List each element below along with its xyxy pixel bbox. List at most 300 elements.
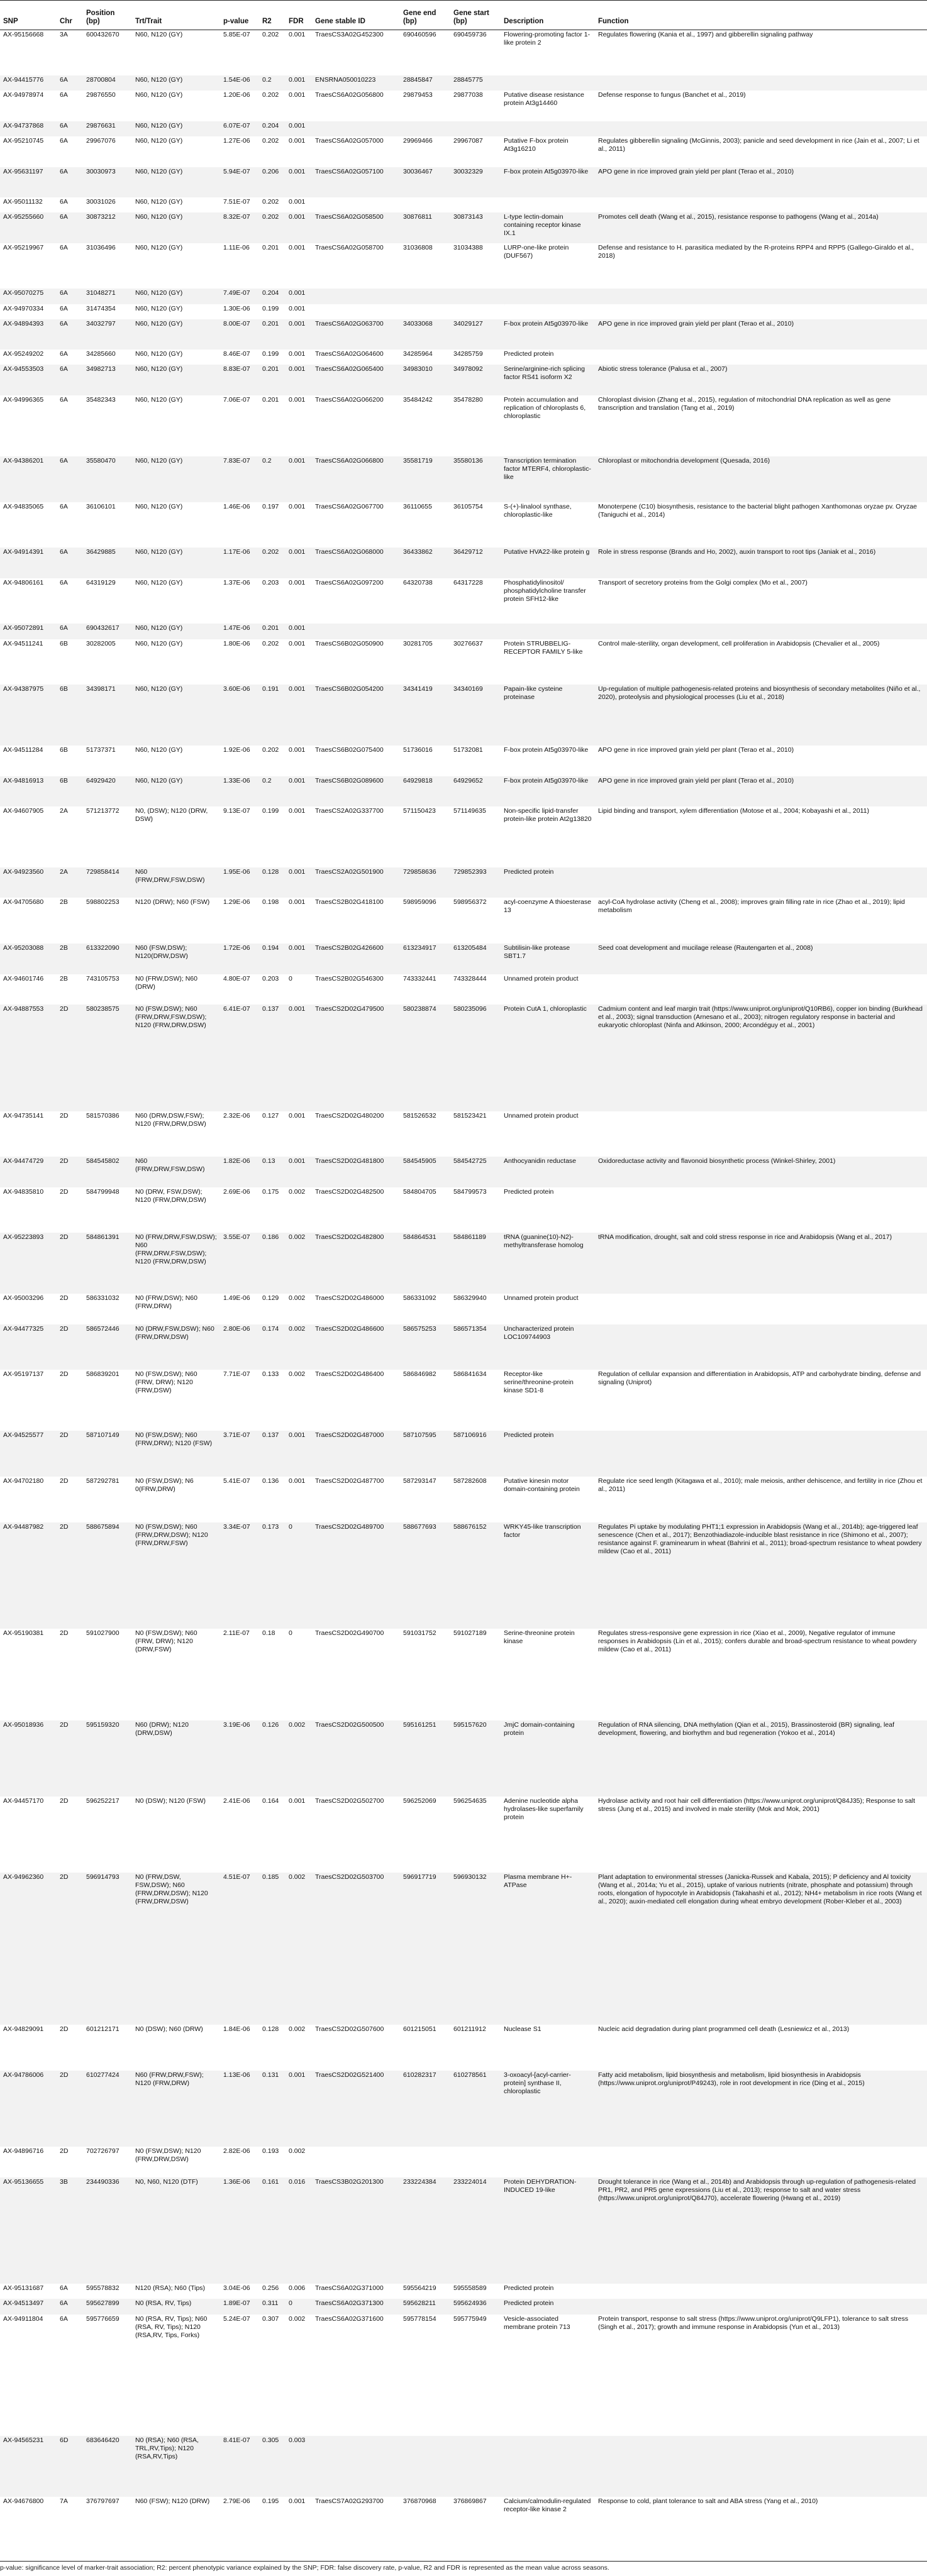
- gene-id-cell: TraesCS3A02G452300: [315, 31, 384, 38]
- function-cell: Monoterpene (C10) biosynthesis, resistance to the bacterial blight pathogen Xanthomonas oryzae pv. Oryzae (Taniguchi et al., 2014): [598, 502, 918, 519]
- position-cell: 586572446: [83, 1324, 132, 1370]
- gene-end-cell: 580238874: [400, 1005, 450, 1111]
- function-cell: Abiotic stress tolerance (Palusa et al., 2007): [595, 365, 927, 395]
- gene-end-cell: 35581719: [400, 456, 450, 502]
- trait-cell: N0 (DSW); N60 (DRW): [135, 2025, 203, 2034]
- function-cell: [595, 121, 927, 136]
- gene-start-cell: 690459736: [453, 31, 487, 38]
- snp-cell: AX-94474729: [0, 1157, 57, 1187]
- description-cell: L-type lectin-domain containing receptor kinase IX.1: [501, 212, 595, 243]
- p-value-cell: 5.85E-07: [223, 31, 250, 38]
- fdr-cell: 0.001: [286, 2071, 312, 2147]
- gene-start-cell: 586329940: [453, 1294, 487, 1302]
- r2-cell: 0.203: [262, 974, 279, 983]
- snp-cell: AX-94996365: [3, 395, 44, 404]
- column-header: SNP: [0, 1, 57, 30]
- fdr-cell: 0.001: [286, 1005, 312, 1111]
- table-row: [0, 304, 927, 319]
- chr-cell: 6A: [57, 212, 83, 243]
- snp-cell: AX-94786006: [0, 2071, 57, 2147]
- gene-start-cell: 598956372: [453, 898, 487, 906]
- gene-start-cell: 588676152: [450, 1522, 501, 1629]
- gene-start-cell: 29967087: [453, 137, 483, 145]
- snp-cell: AX-95131687: [3, 2284, 44, 2293]
- description-cell: Unnamed protein product: [504, 1111, 579, 1120]
- gene-id-cell: TraesCS6A02G065400: [312, 365, 400, 395]
- gene-id-cell: TraesCS2D02G486000: [315, 1294, 384, 1302]
- gene-start-cell: 30276637: [453, 639, 483, 647]
- chr-cell: 6A: [60, 578, 68, 586]
- p-value-cell: 3.19E-06: [220, 1720, 259, 1797]
- chr-cell: 6A: [57, 456, 83, 502]
- fdr-cell: 0.002: [286, 1873, 312, 2025]
- table-row: [0, 2284, 927, 2299]
- position-cell: 586331032: [86, 1294, 119, 1302]
- p-value-cell: 1.49E-06: [223, 1294, 250, 1302]
- snp-cell: AX-95011132: [3, 197, 43, 206]
- gene-end-cell: [400, 2436, 450, 2497]
- trait-cell: N0 (RSA); N60 (RSA, TRL,RV,Tips); N120 (RSA,RV,Tips): [132, 2436, 220, 2497]
- p-value-cell: 1.33E-06: [220, 776, 259, 806]
- gene-end-cell: [400, 289, 450, 304]
- gene-id-cell: [312, 624, 400, 639]
- gene-start-cell: 584542725: [450, 1157, 501, 1187]
- trait-cell: N60 (DRW); N120 (DRW,DSW): [132, 1720, 220, 1797]
- fdr-cell: 0.001: [289, 807, 306, 815]
- gene-start-cell: [450, 289, 501, 304]
- r2-cell: 0.127: [262, 1111, 279, 1120]
- trait-cell: N0 (FRW,DSW, FSW,DSW); N60 (FRW,DRW,DSW); N120 (FRW,DRW,DSW): [132, 1873, 220, 2025]
- gene-end-cell: 596252069: [403, 1797, 436, 1805]
- function-cell: [595, 350, 927, 365]
- gene-start-cell: 743328444: [453, 974, 487, 983]
- table-row: [0, 944, 927, 974]
- position-cell: 376797697: [86, 2497, 119, 2506]
- table-row: [0, 2436, 927, 2497]
- function-cell: Defense and resistance to H. parasitica mediated by the R-proteins RPP4 and RPP5 (Gallego-Giraldo et al., 2018): [598, 243, 914, 260]
- r2-cell: 0.201: [259, 365, 286, 395]
- p-value-cell: 8.00E-07: [220, 319, 259, 350]
- snp-cell: AX-95072891: [0, 624, 57, 639]
- gene-end-cell: 610282317: [400, 2071, 450, 2147]
- gene-end-cell: 729858636: [400, 867, 450, 898]
- function-cell: Up-regulation of multiple pathogenesis-related proteins and biosynthesis of secondary metabolites (Niño et al., 2020), proteolysis and physiological processes (Liu et al., 2018): [595, 685, 927, 746]
- trait-cell: N60, N120 (GY): [132, 456, 220, 502]
- chr-cell: 2D: [60, 1370, 69, 1379]
- trait-cell: N120 (DRW); N60 (FSW): [135, 898, 210, 906]
- gene-start-cell: [450, 624, 501, 639]
- r2-cell: 0.173: [259, 1522, 286, 1629]
- description-cell: F-box protein At5g03970-like: [501, 776, 595, 806]
- function-cell: APO gene in rice improved grain yield per plant (Terao et al., 2010): [595, 776, 927, 806]
- trait-cell: N60, N120 (GY): [132, 319, 220, 350]
- r2-cell: 0.2: [259, 776, 286, 806]
- chr-cell: 6A: [60, 502, 68, 510]
- description-cell: F-box protein At5g03970-like: [504, 746, 589, 754]
- p-value-cell: 1.82E-06: [220, 1157, 259, 1187]
- gene-start-cell: 35580136: [450, 456, 501, 502]
- chr-cell: 2D: [57, 1431, 83, 1477]
- p-value-cell: 8.46E-07: [223, 350, 250, 358]
- gene-end-cell: 601215051: [403, 2025, 436, 2034]
- description-cell: Protein DEHYDRATION-INDUCED 19-like: [501, 2177, 595, 2284]
- trait-cell: N60, N120 (GY): [135, 578, 183, 586]
- r2-cell: 0.202: [262, 746, 279, 754]
- chr-cell: 2D: [60, 2147, 69, 2155]
- function-cell: Regulates gibberellin signaling (McGinnis, 2003); panicle and seed development in rice (Jain et al., 2007; Li et al., 2011): [598, 137, 919, 153]
- gene-end-cell: 596917719: [400, 1873, 450, 2025]
- gene-end-cell: 584804705: [403, 1187, 436, 1196]
- trait-cell: N0 (RSA, RV, Tips); N60 (RSA, RV, Tips); N120 (RSA,RV, Tips, Forks): [135, 2315, 208, 2339]
- p-value-cell: 2.11E-07: [223, 1629, 250, 1638]
- chr-cell: 2D: [60, 1797, 69, 1805]
- chr-cell: 2D: [60, 1477, 69, 1485]
- chr-cell: 6B: [60, 746, 68, 754]
- column-header: Description: [501, 1, 595, 30]
- gene-end-cell: 34033068: [400, 319, 450, 350]
- position-cell: 35482343: [86, 395, 116, 404]
- trait-cell: N0, (DSW); N120 (DRW, DSW): [135, 807, 208, 823]
- snp-cell: AX-95003296: [3, 1294, 44, 1302]
- p-value-cell: 1.89E-07: [220, 2299, 259, 2314]
- chr-cell: 6A: [60, 2315, 68, 2323]
- snp-cell: AX-94978974: [3, 91, 44, 99]
- gene-id-cell: TraesCS2D02G503700: [312, 1873, 400, 2025]
- snp-cell: AX-94387975: [0, 685, 57, 746]
- r2-cell: 0.175: [262, 1187, 279, 1196]
- position-cell: 64929420: [83, 776, 132, 806]
- gene-end-cell: 587107595: [400, 1431, 450, 1477]
- snp-cell: AX-94676800: [3, 2497, 44, 2506]
- gene-id-cell: TraesCS6B02G054200: [312, 685, 400, 746]
- position-cell: 28700804: [83, 75, 132, 91]
- chr-cell: 2D: [57, 2071, 83, 2147]
- trait-cell: N120 (RSA); N60 (Tips): [135, 2284, 206, 2293]
- position-cell: 30030973: [83, 167, 132, 197]
- p-value-cell: 2.69E-06: [223, 1187, 250, 1196]
- gene-end-cell: 587293147: [403, 1477, 436, 1485]
- fdr-cell: 0.001: [289, 1477, 306, 1485]
- table-row: [0, 1720, 927, 1797]
- chr-cell: 2D: [60, 1629, 69, 1638]
- description-cell: Nuclease S1: [504, 2025, 541, 2034]
- p-value-cell: 6.07E-07: [220, 121, 259, 136]
- gene-start-cell: 591027189: [453, 1629, 487, 1638]
- r2-cell: 0.199: [262, 807, 279, 815]
- p-value-cell: 2.79E-06: [223, 2497, 250, 2506]
- gene-start-cell: 29877038: [453, 91, 483, 99]
- gene-end-cell: 64320738: [403, 578, 433, 586]
- r2-cell: 0.197: [262, 502, 279, 510]
- chr-cell: 2D: [60, 1187, 69, 1196]
- chr-cell: 6A: [57, 365, 83, 395]
- trait-cell: N60, N120 (GY): [132, 776, 220, 806]
- function-cell: Regulates flowering (Kania et al., 1997) and gibberellin signaling pathway: [598, 31, 813, 38]
- chr-cell: 6A: [60, 91, 68, 99]
- p-value-cell: 3.71E-07: [220, 1431, 259, 1477]
- function-cell: APO gene in rice improved grain yield per plant (Terao et al., 2010): [595, 167, 927, 197]
- snp-cell: AX-94565231: [0, 2436, 57, 2497]
- function-cell: Chloroplast division (Zhang et al., 2015), regulation of mitochondrial DNA replication as well as gene transcription and translation (Tang et al., 2019): [598, 395, 891, 412]
- snp-cell: AX-95018936: [0, 1720, 57, 1797]
- description-cell: Putative F-box protein At3g16210: [504, 137, 569, 153]
- position-cell: 30873212: [83, 212, 132, 243]
- gene-id-cell: TraesCS2D02G482500: [315, 1187, 384, 1196]
- gene-start-cell: 595775949: [453, 2315, 487, 2323]
- snp-cell: AX-94601746: [3, 974, 44, 983]
- gene-start-cell: 584861189: [450, 1233, 501, 1294]
- description-cell: [501, 121, 595, 136]
- position-cell: 30282005: [86, 639, 116, 647]
- function-cell: Defense response to fungus (Banchet et al., 2019): [598, 91, 746, 99]
- p-value-cell: 7.06E-07: [223, 395, 250, 404]
- trait-cell: N60 (FSW); N120 (DRW): [135, 2497, 210, 2506]
- trait-cell: N60 (FSW,DSW); N120(DRW,DSW): [132, 944, 220, 974]
- snp-cell: AX-94887553: [0, 1005, 57, 1111]
- r2-cell: 0.206: [259, 167, 286, 197]
- trait-cell: N60, N120 (GY): [132, 685, 220, 746]
- p-value-cell: 3.55E-07: [220, 1233, 259, 1294]
- trait-cell: N60, N120 (GY): [135, 304, 183, 312]
- gene-end-cell: 31036808: [403, 243, 433, 251]
- table-row: [0, 1370, 927, 1431]
- chr-cell: 6A: [60, 2284, 68, 2293]
- position-cell: 30031026: [86, 197, 116, 206]
- gene-end-cell: 584864531: [400, 1233, 450, 1294]
- gene-id-cell: TraesCS7A02G293700: [315, 2497, 384, 2506]
- gene-id-cell: [312, 197, 400, 212]
- function-cell: Regulate rice seed length (Kitagawa et al., 2010); male meiosis, anther dehiscence, and fertility in rice (Zhou et al., 2011): [598, 1477, 923, 1494]
- gene-end-cell: 581526532: [403, 1111, 436, 1120]
- gene-end-cell: 586331092: [403, 1294, 436, 1302]
- gene-id-cell: TraesCS2D02G480200: [315, 1111, 384, 1120]
- gene-start-cell: [450, 2436, 501, 2497]
- position-cell: 613322090: [83, 944, 132, 974]
- chr-cell: 6D: [57, 2436, 83, 2497]
- description-cell: Unnamed protein product: [504, 974, 579, 983]
- column-header: Gene end (bp): [400, 1, 450, 30]
- chr-cell: 6A: [57, 75, 83, 91]
- r2-cell: 0.18: [262, 1629, 275, 1638]
- r2-cell: 0.256: [262, 2284, 279, 2293]
- table-row: [0, 1005, 927, 1111]
- gene-end-cell: 376870968: [403, 2497, 436, 2506]
- description-cell: [501, 75, 595, 91]
- function-cell: [595, 1431, 927, 1477]
- gene-start-cell: 596254635: [453, 1797, 487, 1805]
- table-row: [0, 898, 927, 944]
- gene-end-cell: 595161251: [400, 1720, 450, 1797]
- description-cell: Putative HVA22-like protein g: [501, 548, 595, 578]
- fdr-cell: 0.002: [289, 2147, 306, 2155]
- function-cell: Transport of secretory proteins from the Golgi complex (Mo et al., 2007): [598, 578, 808, 586]
- table-row: [0, 1477, 927, 1522]
- position-cell: 595627899: [83, 2299, 132, 2314]
- snp-cell: AX-94894393: [0, 319, 57, 350]
- description-cell: 3-oxoacyl-[acyl-carrier-protein] synthase II, chloroplastic: [501, 2071, 595, 2147]
- fdr-cell: 0.001: [289, 2497, 306, 2506]
- trait-cell: N60, N120 (GY): [132, 121, 220, 136]
- gene-end-cell: 34983010: [400, 365, 450, 395]
- position-cell: 35580470: [83, 456, 132, 502]
- table-row: [0, 1111, 927, 1157]
- r2-cell: 0.202: [262, 31, 279, 38]
- gene-end-cell: 613234917: [400, 944, 450, 974]
- r2-cell: 0.202: [259, 548, 286, 578]
- gene-start-cell: 595157620: [450, 1720, 501, 1797]
- function-cell: Response to cold, plant tolerance to salt and ABA stress (Yang et al., 2010): [598, 2497, 818, 2506]
- trait-cell: N60, N120 (GY): [132, 548, 220, 578]
- description-cell: Unnamed protein product: [504, 1294, 579, 1302]
- snp-cell: AX-94914391: [0, 548, 57, 578]
- gene-end-cell: [400, 2147, 450, 2177]
- fdr-cell: 0.016: [286, 2177, 312, 2284]
- gene-end-cell: 595628211: [400, 2299, 450, 2314]
- description-cell: [501, 624, 595, 639]
- fdr-cell: 0.001: [286, 867, 312, 898]
- snp-cell: AX-94705680: [3, 898, 44, 906]
- header-row: [0, 1, 927, 30]
- p-value-cell: 3.60E-06: [220, 685, 259, 746]
- trait-cell: N60, N120 (GY): [135, 91, 183, 99]
- fdr-cell: 0.001: [286, 319, 312, 350]
- trait-cell: N60, N120 (GY): [135, 395, 183, 404]
- position-cell: 596252217: [86, 1797, 119, 1805]
- position-cell: 586839201: [86, 1370, 119, 1379]
- function-cell: [595, 304, 927, 319]
- gene-end-cell: 29969466: [403, 137, 433, 145]
- gene-start-cell: 64929652: [450, 776, 501, 806]
- gene-start-cell: 28845775: [450, 75, 501, 91]
- column-header: Function: [595, 1, 927, 30]
- gene-id-cell: TraesCS6A02G057100: [312, 167, 400, 197]
- r2-cell: 0.136: [262, 1477, 279, 1485]
- gene-end-cell: 29879453: [403, 91, 433, 99]
- trait-cell: N60, N120 (GY): [132, 75, 220, 91]
- gene-start-cell: 34340169: [450, 685, 501, 746]
- chr-cell: 6A: [60, 395, 68, 404]
- table-row: [0, 136, 927, 167]
- r2-cell: 0.202: [262, 639, 279, 647]
- gene-id-cell: ENSRNA050010223: [312, 75, 400, 91]
- gene-start-cell: 595558589: [453, 2284, 487, 2293]
- chr-cell: 2D: [60, 1111, 69, 1120]
- function-cell: [595, 1187, 927, 1233]
- gene-id-cell: TraesCS6A02G064600: [315, 350, 384, 358]
- table-row: [0, 1157, 927, 1187]
- chr-cell: 2D: [57, 1873, 83, 2025]
- snp-cell: AX-95255660: [0, 212, 57, 243]
- p-value-cell: 2.32E-06: [223, 1111, 250, 1120]
- table-row: [0, 1294, 927, 1324]
- gene-id-cell: TraesCS2D02G502700: [315, 1797, 384, 1805]
- position-cell: 743105753: [86, 974, 119, 983]
- snp-cell: AX-94525577: [0, 1431, 57, 1477]
- trait-cell: N0 (FSW,DSW); N60 (FRW, DRW); N120 (FRW,DSW): [135, 1370, 197, 1395]
- description-cell: Serine/arginine-rich splicing factor RS41 isoform X2: [501, 365, 595, 395]
- gene-start-cell: 584799573: [453, 1187, 487, 1196]
- fdr-cell: 0.001: [289, 746, 306, 754]
- table-row: [0, 1797, 927, 1873]
- gene-start-cell: 35478280: [453, 395, 483, 404]
- trait-cell: N60, N120 (GY): [135, 31, 183, 38]
- description-cell: Flowering-promoting factor 1-like protein 2: [504, 31, 591, 47]
- table-row: [0, 2315, 927, 2436]
- table-row: [0, 867, 927, 898]
- gene-start-cell: 587282608: [453, 1477, 487, 1485]
- column-header: FDR: [286, 1, 312, 30]
- gene-id-cell: TraesCS6A02G097200: [315, 578, 384, 586]
- snp-cell: AX-95203088: [0, 944, 57, 974]
- trait-cell: N60, N120 (GY): [132, 167, 220, 197]
- fdr-cell: 0.001: [289, 1111, 306, 1120]
- table-row: [0, 1522, 927, 1629]
- description-cell: Predicted protein: [501, 867, 595, 898]
- snp-cell: AX-95210745: [3, 137, 44, 145]
- function-cell: Regulates Pi uptake by modulating PHT1;1 expression in Arabidopsis (Wang et al., 2014b); age-triggered leaf senescence (Chen et al., 2017); Benzothiadiazole-inducible blast resistance in rice (Shimono et al., 2007); resistance against F. graminearum in wheat (Bahrini et al., 2011); broad-spectrum resistance to wheat powdery mildew (Cao et al., 2011): [595, 1522, 927, 1629]
- gene-id-cell: TraesCS2D02G482800: [312, 1233, 400, 1294]
- r2-cell: 0.201: [259, 624, 286, 639]
- gene-start-cell: 31034388: [453, 243, 483, 251]
- p-value-cell: 1.47E-06: [220, 624, 259, 639]
- p-value-cell: 1.95E-06: [220, 867, 259, 898]
- gene-id-cell: TraesCS2B02G546300: [315, 974, 384, 983]
- gene-end-cell: 36433862: [400, 548, 450, 578]
- fdr-cell: 0.002: [286, 1720, 312, 1797]
- p-value-cell: 1.36E-06: [220, 2177, 259, 2284]
- description-cell: Anthocyanidin reductase: [501, 1157, 595, 1187]
- chr-cell: 2B: [60, 898, 68, 906]
- chr-cell: 2D: [60, 2025, 69, 2034]
- p-value-cell: 7.83E-07: [220, 456, 259, 502]
- gene-end-cell: 595778154: [403, 2315, 436, 2323]
- p-value-cell: 6.41E-07: [220, 1005, 259, 1111]
- position-cell: 29967076: [86, 137, 116, 145]
- gene-id-cell: TraesCS2A02G337700: [315, 807, 384, 815]
- snp-cell: AX-95136655: [0, 2177, 57, 2284]
- gene-start-cell: 595624936: [450, 2299, 501, 2314]
- gene-id-cell: TraesCS2D02G490700: [315, 1629, 384, 1638]
- fdr-cell: 0.002: [289, 1370, 306, 1379]
- description-cell: Serine-threonine protein kinase: [504, 1629, 575, 1646]
- chr-cell: 6A: [57, 167, 83, 197]
- table-row: [0, 212, 927, 243]
- gene-start-cell: 233224014: [450, 2177, 501, 2284]
- table-footnote: p-value: significance level of marker-trait association; R2: percent phenotypic variance explained by the SNP; FDR: false discovery rate, p-value, R2 and FDR is represented as the mean value across seasons.: [0, 2561, 927, 2572]
- description-cell: Predicted protein: [501, 1431, 595, 1477]
- p-value-cell: 1.80E-06: [223, 639, 250, 647]
- position-cell: 571213772: [86, 807, 119, 815]
- table-row: [0, 2497, 927, 2558]
- p-value-cell: 5.41E-07: [223, 1477, 250, 1485]
- fdr-cell: 0.001: [286, 685, 312, 746]
- p-value-cell: 3.34E-07: [220, 1522, 259, 1629]
- snp-cell: AX-95219967: [3, 243, 44, 251]
- gene-id-cell: TraesCS2D02G489700: [312, 1522, 400, 1629]
- description-cell: F-box protein At5g03970-like: [501, 319, 595, 350]
- gene-id-cell: TraesCS6A02G371300: [312, 2299, 400, 2314]
- p-value-cell: 2.82E-06: [223, 2147, 250, 2155]
- table-row: [0, 502, 927, 548]
- gene-start-cell: 586571354: [450, 1324, 501, 1370]
- chr-cell: 6A: [57, 548, 83, 578]
- chr-cell: 6B: [60, 639, 68, 647]
- function-cell: [595, 197, 927, 212]
- gene-id-cell: [312, 2147, 400, 2177]
- gene-id-cell: TraesCS2B02G418100: [315, 898, 384, 906]
- gene-end-cell: 34285964: [403, 350, 433, 358]
- fdr-cell: 0.002: [286, 1233, 312, 1294]
